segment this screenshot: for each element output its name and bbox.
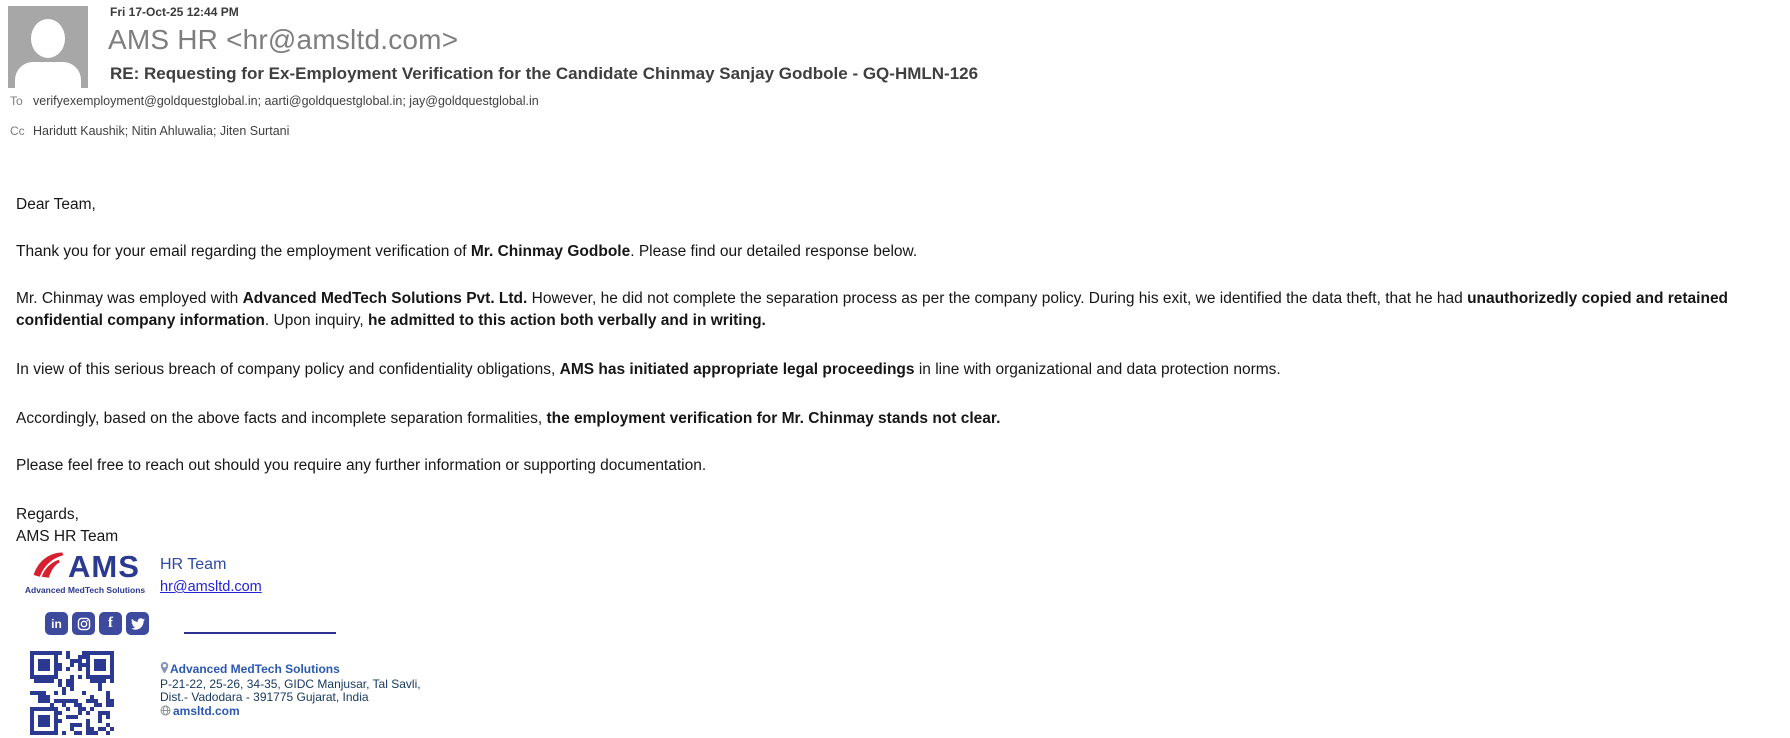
salutation: Dear Team, <box>16 196 96 213</box>
paragraph-2: Mr. Chinmay was employed with Advanced MedTech Solutions Pvt. Ltd. However, he did not complete the separation process as per the company policy. During his exit, we identified the data theft, that he had unauthorizedly copied and retained confidential company information. Upon inquiry, he admitted to this action both verbally and in writing. <box>16 290 1729 329</box>
cc-label: Cc <box>10 124 25 138</box>
social-icons-row <box>45 612 149 635</box>
cc-recipients[interactable]: Haridutt Kaushik; Nitin Ahluwalia; Jiten Surtani <box>33 124 290 138</box>
signature-email-link[interactable]: hr@amsltd.com <box>160 579 262 595</box>
email-subject: RE: Requesting for Ex-Employment Verification for the Candidate Chinmay Sanjay Godbole - GQ-HMLN-126 <box>110 64 979 83</box>
address-line-2: Dist.- Vadodara - 391775 Gujarat, India <box>160 690 369 704</box>
qr-code <box>30 651 114 735</box>
address-line-1: P-21-22, 25-26, 34-35, GIDC Manjusar, Tal Savli, <box>160 676 421 691</box>
paragraph-4: Accordingly, based on the above facts and incomplete separation formalities, the employment verification for Mr. Chinmay stands not clear. <box>16 410 1001 427</box>
closing-team: AMS HR Team <box>16 528 119 545</box>
email-sender[interactable]: AMS HR <hr@amsltd.com> <box>108 24 459 55</box>
instagram-icon[interactable] <box>72 612 95 635</box>
ams-logo-swoosh-icon <box>30 550 66 582</box>
avatar-person-icon-body <box>15 62 81 92</box>
avatar-person-icon <box>31 19 65 58</box>
signature-address <box>160 662 421 719</box>
address-website[interactable]: amsltd.com <box>173 704 240 718</box>
logo-brand-text: AMS <box>68 549 140 584</box>
sender-avatar[interactable] <box>8 6 88 88</box>
globe-icon <box>160 705 171 720</box>
address-company: Advanced MedTech Solutions <box>170 662 340 676</box>
email-timestamp: Fri 17-Oct-25 12:44 PM <box>110 5 239 19</box>
twitter-icon[interactable] <box>126 612 149 635</box>
paragraph-3: In view of this serious breach of company policy and confidentiality obligations, AMS has initiated appropriate legal proceedings in line with organizational and data protection norms. <box>16 361 1281 378</box>
paragraph-5: Please feel free to reach out should you require any further information or supporting documentation. <box>16 457 707 474</box>
paragraph-1: Thank you for your email regarding the employment verification of Mr. Chinmay Godbole. Please find our detailed response below. <box>16 243 918 260</box>
to-label: To <box>10 94 23 108</box>
closing-regards: Regards, <box>16 506 79 523</box>
signature-divider-line <box>184 632 336 634</box>
linkedin-icon[interactable]: in <box>45 612 68 635</box>
logo-tagline: Advanced MedTech Solutions <box>24 585 146 595</box>
to-recipients[interactable]: verifyexemployment@goldquestglobal.in; aarti@goldquestglobal.in; jay@goldquestglobal.in <box>33 94 539 108</box>
signature-team-name: HR Team <box>160 556 227 573</box>
company-logo <box>20 550 150 595</box>
facebook-icon[interactable]: f <box>99 612 122 635</box>
location-pin-icon <box>160 662 169 678</box>
